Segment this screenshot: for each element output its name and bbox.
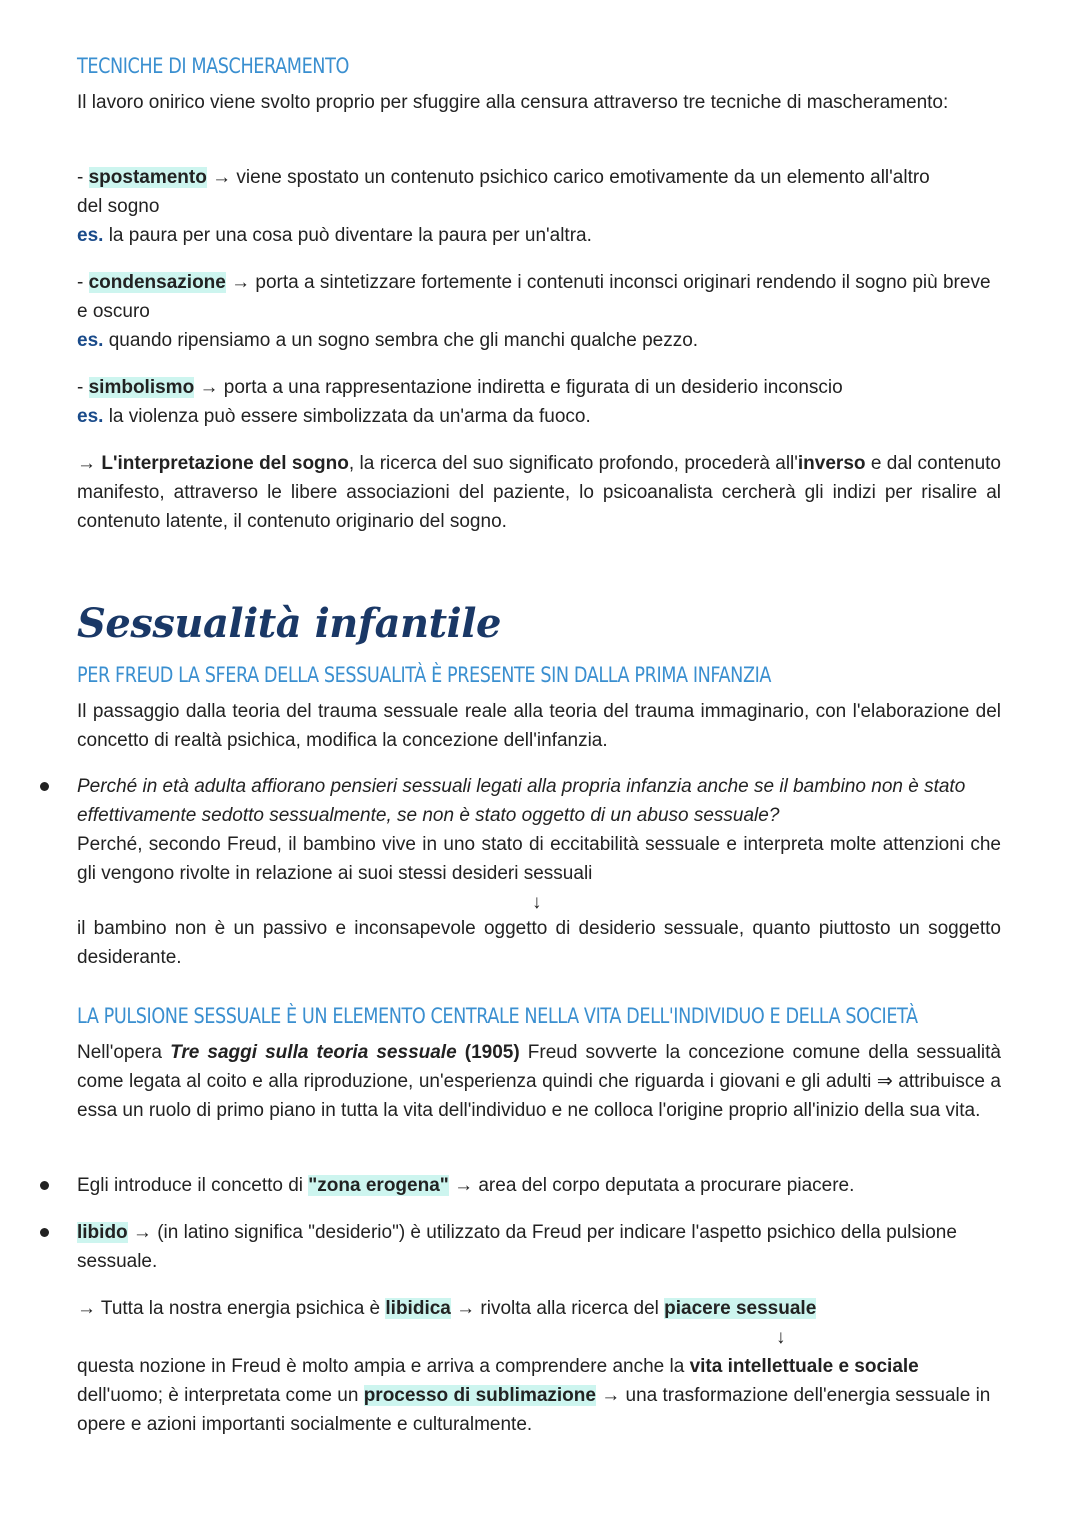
section-heading-pulsione: LA PULSIONE SESSUALE È UN ELEMENTO CENTRALE NELLA VITA DELL'INDIVIDUO E DELLA SOCIETÀ — [77, 1004, 918, 1028]
interpretation-paragraph: → L'interpretazione del sogno, la ricerca del suo significato profondo, procederà all'inverso e dal contenuto manifesto, attraverso le libere associazioni del paziente, lo psicoanalista cercherà gli indizi per risalire al contenuto latente, il contenuto originario del sogno. — [77, 453, 1001, 532]
term-simbolismo: simbolismo — [88, 377, 195, 398]
down-arrow-icon: ↓ — [776, 1327, 786, 1348]
item-spostamento: - spostamento → viene spostato un contenuto psichico carico emotivamente da un elemento all'altro del sogno es. la paura per una cosa può diventare la paura per un'altra. — [77, 167, 930, 246]
question-paragraph: Perché in età adulta affiorano pensieri sessuali legati alla propria infanzia anche se il bambino non è stato effettivamente sedotto sessualmente, se non è stato oggetto di un abuso sessuale? — [77, 776, 966, 826]
libido-paragraph: libido → (in latino significa "desiderio") è utilizzato da Freud per indicare l'aspetto psichico della pulsione sessuale. — [77, 1222, 957, 1272]
passage-paragraph: Il passaggio dalla teoria del trauma sessuale reale alla teoria del trauma immaginario, con l'elaborazione del concetto di realtà psichica, modifica la concezione dell'infanzia. — [77, 701, 1001, 751]
zona-paragraph: Egli introduce il concetto di "zona erogena" → area del corpo deputata a procurare piacere. — [77, 1175, 855, 1196]
section-heading-freud: PER FREUD LA SFERA DELLA SESSUALITÀ È PRESENTE SIN DALLA PRIMA INFANZIA — [77, 663, 772, 687]
page-title: Sessualità infantile — [77, 600, 501, 647]
term-sublimazione: processo di sublimazione — [363, 1385, 596, 1406]
energia-paragraph: → Tutta la nostra energia psichica è libidica → rivolta alla ricerca del piacere sessuale — [77, 1298, 817, 1319]
example-label: es. — [77, 330, 104, 351]
bullet-dot — [40, 1181, 49, 1190]
term-piacere-sessuale: piacere sessuale — [664, 1298, 817, 1319]
term-condensazione: condensazione — [88, 272, 226, 293]
down-arrow-icon: ↓ — [532, 892, 542, 913]
item-simbolismo: - simbolismo → porta a una rappresentazione indiretta e figurata di un desiderio inconscio es. la violenza può essere simbolizzata da un'arma da fuoco. — [77, 377, 843, 427]
book-title: Tre saggi sulla teoria sessuale — [170, 1042, 457, 1063]
term-libidica: libidica — [385, 1298, 451, 1319]
example-label: es. — [77, 225, 104, 246]
example-label: es. — [77, 406, 104, 427]
term-zona-erogena: "zona erogena" — [308, 1175, 449, 1196]
nozione-paragraph: questa nozione in Freud è molto ampia e arriva a comprendere anche la vita intellettuale e sociale dell'uomo; è interpretata come un processo di sublimazione → una trasformazione dell'energia sessuale in opere e azioni importanti socialmente e culturalmente. — [77, 1356, 991, 1435]
conclusion-paragraph: il bambino non è un passivo e inconsapevole oggetto di desiderio sessuale, quanto piuttosto un soggetto desiderante. — [77, 918, 1001, 968]
term-spostamento: spostamento — [88, 167, 207, 188]
section-heading-mascheramento: TECNICHE DI MASCHERAMENTO — [77, 54, 349, 78]
item-condensazione: - condensazione → porta a sintetizzare fortemente i contenuti inconsci originari rendendo il sogno più breve e oscuro es. quando ripensiamo a un sogno sembra che gli manchi qualche pezzo. — [77, 272, 991, 351]
bullet-dot — [40, 1228, 49, 1237]
intro-paragraph: Il lavoro onirico viene svolto proprio per sfuggire alla censura attraverso tre tecniche di mascheramento: — [77, 92, 949, 113]
bullet-dot — [40, 782, 49, 791]
answer-paragraph: Perché, secondo Freud, il bambino vive in uno stato di eccitabilità sessuale e interpreta molte attenzioni che gli vengono rivolte in relazione ai suoi stessi desideri sessuali — [77, 834, 1001, 884]
term-libido: libido — [77, 1222, 128, 1243]
opera-paragraph: Nell'opera Tre saggi sulla teoria sessuale (1905) Freud sovverte la concezione comune della sessualità come legata al coito e alla riproduzione, un'esperienza quindi che riguarda i giovani e gli adulti ⇒ attribuisce a essa un ruolo di primo piano in tutta la vita dell'individuo e ne colloca l'origine proprio all'inizio della sua vita. — [77, 1042, 1001, 1121]
